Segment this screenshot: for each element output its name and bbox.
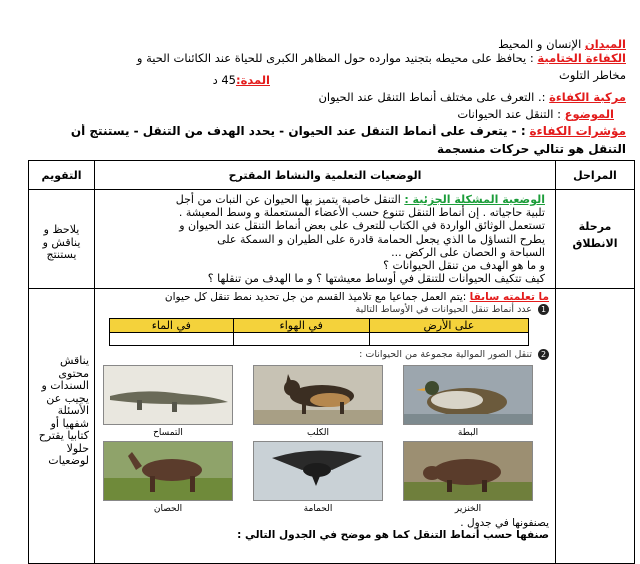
problem-line-6: و ما هو الهدف من تنقل الحيوانات ؟ bbox=[383, 259, 545, 273]
problem-line-4: يطرح التساؤل ما الذي يجعل الحمامة قادرة على الطيران و السمكة على bbox=[217, 232, 545, 246]
env-blank-row bbox=[110, 333, 529, 346]
header-activities: الوضعيات التعلمية والنشاط المقترح bbox=[95, 161, 556, 190]
topic-value: : التنقل عند الحيوانات bbox=[457, 107, 561, 121]
topic-line bbox=[20, 107, 626, 121]
duck-caption: البطة bbox=[457, 428, 479, 439]
competence-value-cont: مخاطر التلوث bbox=[559, 68, 626, 82]
indicators-value: : - يتعرف على أنماط التنقل عند الحيوان - يحدد الهدف من التنقل - يستنتج أن bbox=[70, 124, 526, 138]
problem-line-7: كيف تتكيف الحيوانات للتنقل في أوساط معيشتها ؟ و ما الهدف من تنقلها ؟ bbox=[207, 272, 545, 286]
indicators-value-cont: التنقل هو تتالي حركات منسجمة bbox=[436, 142, 626, 156]
dog-photo bbox=[253, 365, 383, 425]
classification-instructions bbox=[101, 517, 549, 541]
doc2-number: 2 bbox=[538, 349, 549, 360]
crocodile-photo bbox=[103, 365, 233, 425]
topic-label: الموضوع bbox=[564, 107, 614, 121]
animal-photos bbox=[101, 365, 533, 515]
dog-caption: الكلب bbox=[306, 428, 330, 439]
crocodile-caption: التمساح bbox=[153, 428, 183, 439]
doc1-title: 1 عدد أنماط تنقل الحيوانات في الأوساط التالية bbox=[101, 304, 549, 316]
header-stages: المراحل bbox=[556, 161, 635, 190]
horse-photo bbox=[103, 441, 233, 501]
stage-build bbox=[556, 289, 635, 564]
component-line bbox=[20, 90, 626, 104]
table-row-build bbox=[29, 289, 635, 564]
env-header-row bbox=[110, 319, 529, 333]
duck-photo bbox=[403, 365, 533, 425]
duration-value: 45 د bbox=[212, 73, 236, 87]
horse-caption: الحصان bbox=[153, 504, 183, 515]
lesson-table bbox=[28, 160, 635, 564]
pigeon-caption: الحمامة bbox=[303, 504, 333, 515]
pig-photo bbox=[403, 441, 533, 501]
table-header-row bbox=[29, 161, 635, 190]
stage-launch: مرحلة الانطلاق bbox=[556, 190, 635, 289]
instruction-line-1: يصنفونها في جدول . bbox=[460, 517, 549, 530]
problem-line-5: السباحة و الحصان على الركض ... bbox=[391, 245, 545, 259]
evaluation-launch: يلاحظ و يناقش و يستنتج bbox=[29, 190, 95, 289]
prior-text: :يتم العمل جماعيا مع تلاميذ القسم من جل تحديد نمط تنقل كل حيوان bbox=[164, 291, 467, 304]
field-line bbox=[20, 37, 626, 51]
problem-line-1: الوضعية المشكلة الجزئية : التنقل خاصية يتميز بها الحيوان عن النبات من أجل bbox=[175, 193, 545, 206]
evaluation-build: يناقش محتوى السندات و يجيب عن الأسئلة شفهيا أو كتابيا يقترح حلولا لوضعيات bbox=[29, 289, 95, 564]
prior-learning bbox=[101, 291, 549, 304]
component-value: :. التعرف على مختلف أنماط التنقل عند الحيوان bbox=[318, 90, 546, 104]
activity-documents bbox=[95, 289, 556, 564]
instruction-line-2: صنفها حسب أنماط التنقل كما هو موضح في الجدول التالي : bbox=[237, 529, 549, 542]
table-row-launch bbox=[29, 190, 635, 289]
env-air: في الهواء bbox=[233, 319, 369, 333]
pigeon-photo bbox=[253, 441, 383, 501]
competence-value: : يحافظ على محيطه بتجنيد موارده حول المظاهر الكبرى للحياة عند الكائنات الحية و bbox=[136, 51, 534, 65]
competence-line bbox=[20, 51, 626, 65]
field-value: الإنسان و المحيط bbox=[498, 37, 582, 51]
indicators-line bbox=[20, 124, 626, 138]
prior-label: ما تعلمته سابقا bbox=[469, 291, 549, 304]
doc1-number: 1 bbox=[538, 304, 549, 315]
problem-label: الوضعية المشكلة الجزئية : bbox=[404, 193, 545, 206]
competence-label: الكفاءة الختامية bbox=[537, 51, 626, 65]
env-water: في الماء bbox=[110, 319, 234, 333]
doc2-title: 2 تنقل الصور الموالية مجموعة من الحيوانات : bbox=[101, 349, 549, 361]
problem-line-2: تلبية حاجياته . إن أنماط التنقل تتنوع حسب الأعضاء المستعملة و وسط المعيشة . bbox=[178, 206, 545, 220]
duration-label: المدة: bbox=[235, 73, 270, 87]
problem-line-3: تستعمل الوثائق الواردة في الكتاب للتعرف على بعض أنماط التنقل عند الحيوان و bbox=[179, 219, 545, 233]
indicators-label: مؤشرات الكفاءة bbox=[529, 124, 626, 138]
component-label: مركبة الكفاءة bbox=[549, 90, 626, 104]
pig-caption: الخنزير bbox=[454, 504, 482, 515]
duration-line bbox=[20, 73, 626, 87]
problem-situation bbox=[95, 190, 556, 289]
environment-table bbox=[109, 318, 529, 346]
indicators-line-2 bbox=[20, 142, 626, 156]
field-label: الميدان bbox=[584, 37, 626, 51]
env-land: على الأرض bbox=[369, 319, 528, 333]
header-evaluation: التقويم bbox=[29, 161, 95, 190]
